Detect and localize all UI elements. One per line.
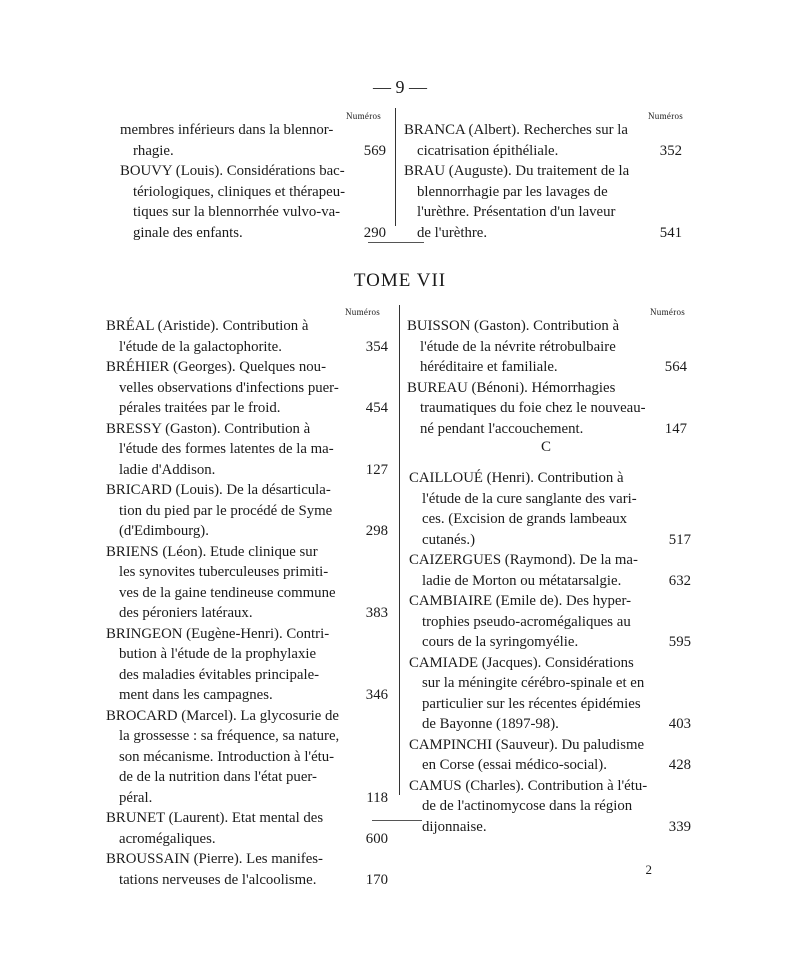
entry-line [404,120,682,141]
entry-line [120,161,386,182]
entry-text: tériologiques, cliniques et thérapeu- [133,183,346,200]
entry-text: ces. (Excision de grands lambeaux [422,511,628,527]
entry-text: la grossesse : sa fréquence, sa nature, [119,728,340,744]
entry-text: l'étude de la névrite rétrobulbaire [420,338,616,355]
entry-text: ladie de Morton ou métatarsalgie. [422,572,622,589]
entry-text: CAIZERGUES (Raymond). De la ma- [409,552,638,568]
entry-text: de de l'actinomycose dans la région [422,798,633,814]
entry-text: rhagie. [133,142,174,159]
index-entry [404,161,682,243]
entry-text: CAMUS (Charles). Contribution à l'étu- [409,777,648,794]
entry-line [106,644,388,665]
entry-text: de de la nutrition dans l'état puer- [119,769,317,785]
entry-number: 352 [659,142,682,159]
entry-line [106,357,388,378]
entry-text: BRICARD (Louis). De la désarticula- [106,482,331,498]
entry-line [106,583,388,604]
entry-text: BOUVY (Louis). Considérations bac- [120,163,345,179]
entry-number: 346 [365,687,388,703]
entry-text: CAMIADE (Jacques). Considérations [409,654,634,671]
numeros-header-right: Numéros [650,307,686,317]
index-entry [106,706,388,809]
index-entry [106,624,388,706]
entry-line [409,571,691,592]
entry-number: 383 [365,605,388,621]
index-entry [404,120,682,161]
entry-text: tiques sur la blennorrhée vulvo-va- [133,204,341,220]
entry-text: cicatrisation épithéliale. [417,142,559,159]
entry-line [404,182,682,203]
entry-line [120,120,386,141]
entry-text: velles observations d'infections puer- [119,379,339,396]
entry-line [106,460,388,481]
entry-number: 118 [366,789,388,806]
bottom-section-rule [372,820,422,821]
entry-line [106,808,388,829]
entry-line [106,665,388,686]
entry-text: BRAU (Auguste). Du traitement de la [404,163,630,179]
entry-text: traumatiques du foie chez le nouveau- [420,400,646,416]
entry-line [106,849,388,870]
entry-line [106,685,388,706]
entry-text: BRESSY (Gaston). Contribution à [106,420,311,437]
top-right-column [404,120,682,243]
entry-line [409,817,691,838]
entry-text: l'urèthre. Présentation d'un laveur [417,204,616,220]
top-section-rule [368,242,424,243]
entry-line [409,509,691,530]
top-left-column [120,120,386,243]
entry-line [106,398,388,419]
entry-line [409,468,691,489]
entry-line [409,755,691,776]
entry-text: BROCARD (Marcel). La glycosurie de [106,707,339,724]
entry-line [409,776,691,797]
index-entry [106,808,388,849]
entry-line [106,726,388,747]
entry-text: BROUSSAIN (Pierre). Les manifes- [106,851,323,867]
entry-line [106,480,388,501]
entry-line [106,767,388,788]
entry-line [409,612,691,633]
page-number: — 9 — [373,77,427,97]
index-entry [120,120,386,161]
entry-line [409,714,691,735]
top-column-divider [395,108,396,226]
index-entry [106,849,388,890]
entry-line [106,624,388,645]
entry-number: 454 [365,400,388,416]
index-entry [409,776,691,838]
index-entry [106,419,388,481]
entry-number: 290 [363,224,386,241]
entry-line [409,489,691,510]
index-entry [106,357,388,419]
entry-text: BRINGEON (Eugène-Henri). Contri- [106,625,330,642]
entry-number: 595 [668,634,691,650]
entry-line [409,653,691,674]
index-entry [120,161,386,243]
entry-text: blennorrhagie par les lavages de [417,183,608,200]
entry-line [404,141,682,162]
entry-text: bution à l'étude de la prophylaxie [119,646,317,662]
entry-line [407,419,687,440]
entry-text: CAMBIAIRE (Emile de). Des hyper- [409,593,632,609]
entry-line [409,591,691,612]
entry-number: 428 [668,757,691,773]
letter-heading-c: C [541,439,552,455]
index-entry [407,378,687,440]
tome-title: TOME VII [353,270,447,291]
entry-text: BUREAU (Bénoni). Hémorrhagies [407,379,616,396]
entry-text: l'étude des formes latentes de la ma- [119,441,334,457]
index-entry [106,480,388,542]
entry-text: CAILLOUÉ (Henri). Contribution à [409,470,624,486]
entry-line [106,521,388,542]
entry-line [106,316,388,337]
left-column [106,316,388,890]
entry-line [106,337,388,358]
entry-text: tion du pied par le procédé de Syme [119,502,333,519]
entry-text: BRÉHIER (Georges). Quelques nou- [106,359,326,375]
entry-line [120,223,386,244]
entry-text: né pendant l'accouchement. [420,420,584,437]
entry-number: 541 [659,224,682,241]
footer-number: 2 [645,862,652,877]
entry-text: ladie d'Addison. [119,461,216,478]
entry-line [409,673,691,694]
entry-number: 339 [668,818,691,835]
entry-number: 569 [363,142,386,159]
entry-text: ginale des enfants. [133,224,243,241]
numeros-header-left: Numéros [345,307,381,317]
entry-line [106,603,388,624]
entry-line [407,398,687,419]
entry-text: dijonnaise. [422,818,487,835]
index-entry [409,591,691,653]
entry-text: sur la méningite cérébro-spinale et en [422,675,645,691]
entry-line [120,141,386,162]
entry-line [106,439,388,460]
entry-text: l'étude de la galactophorite. [119,338,282,355]
index-entry [409,735,691,776]
index-entry [409,653,691,735]
entry-line [407,337,687,358]
entry-number: 632 [668,572,691,589]
entry-line [106,870,388,891]
entry-text: de l'urèthre. [417,224,488,241]
entry-text: BRÉAL (Aristide). Contribution à [106,318,309,334]
numeros-header-top-left: Numéros [346,111,382,121]
entry-text: les synovites tuberculeuses primiti- [119,564,329,580]
entry-text: (d'Edimbourg). [119,523,209,539]
entry-text: des maladies évitables principale- [119,666,320,683]
entry-line [120,202,386,223]
entry-line [106,706,388,727]
entry-line [120,182,386,203]
index-entry [106,316,388,357]
entry-number: 354 [365,338,388,355]
index-entry [407,316,687,378]
entry-text: son mécanisme. Introduction à l'étu- [119,748,335,765]
entry-line [404,202,682,223]
entry-text: BRUNET (Laurent). Etat mental des [106,810,324,826]
entry-line [106,501,388,522]
entry-line [106,829,388,850]
entry-line [106,747,388,768]
numeros-header-top-right: Numéros [648,111,684,121]
entry-text: ves de la gaine tendineuse commune [119,584,336,601]
entry-line [409,694,691,715]
entry-line [407,378,687,399]
entry-text: membres inférieurs dans la blennor- [120,122,334,138]
entry-text: de Bayonne (1897-98). [422,716,559,732]
entry-text: péral. [119,789,153,806]
entry-number: 600 [365,830,388,847]
entry-line [407,316,687,337]
entry-text: héréditaire et familiale. [420,359,558,375]
right-column-b [407,316,687,439]
index-entry [409,468,691,550]
entry-text: BRIENS (Léon). Etude clinique sur [106,543,318,560]
entry-text: en Corse (essai médico-social). [422,757,607,773]
entry-text: des péroniers latéraux. [119,605,253,621]
entry-line [409,632,691,653]
entry-text: ment dans les campagnes. [119,687,273,703]
entry-line [106,788,388,809]
entry-line [409,735,691,756]
entry-text: BRANCA (Albert). Recherches sur la [404,122,628,138]
entry-text: acromégaliques. [119,830,216,847]
entry-text: CAMPINCHI (Sauveur). Du paludisme [409,736,645,753]
entry-number: 147 [664,420,687,437]
entry-text: BUISSON (Gaston). Contribution à [407,318,620,334]
entry-text: tations nerveuses de l'alcoolisme. [119,871,317,888]
index-entry [106,542,388,624]
entry-text: particulier sur les récentes épidémies [422,695,641,712]
entry-text: pérales traitées par le froid. [119,400,281,416]
entry-line [106,562,388,583]
entry-number: 403 [668,716,691,732]
entry-text: trophies pseudo-acromégaliques au [422,613,631,630]
entry-line [106,378,388,399]
entry-number: 127 [365,461,388,478]
entry-number: 564 [664,359,687,375]
entry-number: 170 [365,871,388,888]
entry-text: cours de la syringomyélie. [422,634,579,650]
entry-number: 517 [668,531,691,548]
entry-line [106,419,388,440]
entry-line [404,161,682,182]
entry-number: 298 [365,523,388,539]
right-column-c [409,468,691,837]
entry-line [106,542,388,563]
entry-line [407,357,687,378]
entry-line [409,796,691,817]
entry-line [409,550,691,571]
entry-text: l'étude de la cure sanglante des vari- [422,490,637,507]
index-entry [409,550,691,591]
entry-text: cutanés.) [422,531,475,548]
entry-line [409,530,691,551]
entry-line [404,223,682,244]
main-column-divider [399,305,400,795]
